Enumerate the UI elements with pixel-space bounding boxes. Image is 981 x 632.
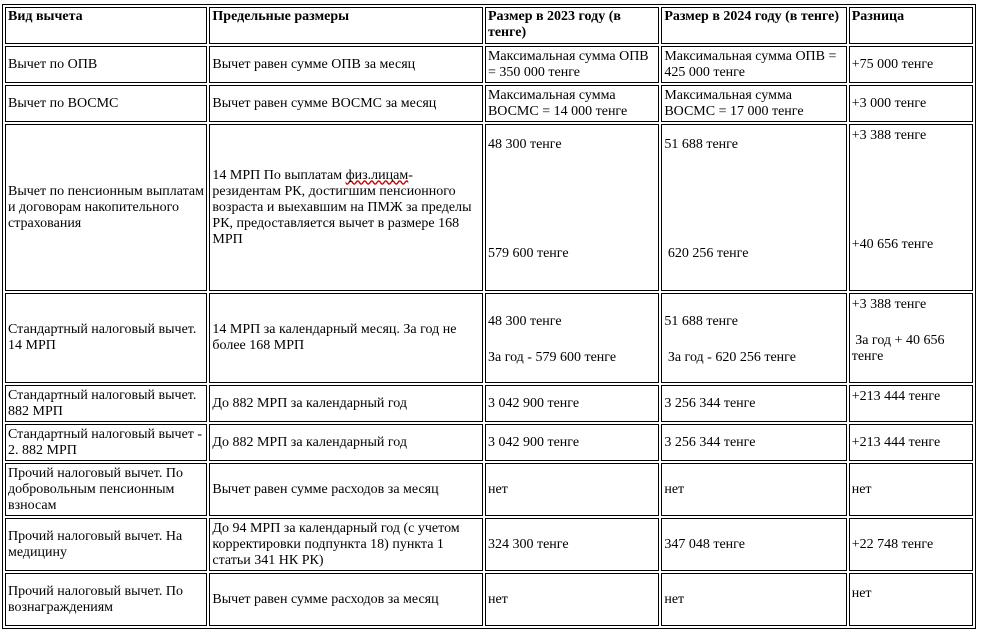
header-limits: Предельные размеры <box>209 7 483 44</box>
cell-diff <box>849 124 973 291</box>
cell-2024: Максимальная сумма ВОСМС = 17 000 тенге <box>661 85 846 122</box>
cell-diff: +22 748 тенге <box>849 518 973 571</box>
cell-type: Вычет по ОПВ <box>5 46 207 83</box>
cell-2024: нет <box>661 573 846 626</box>
cell-limit: Вычет равен сумме ОПВ за месяц <box>209 46 483 83</box>
cell-2023: нет <box>485 573 659 626</box>
deductions-table <box>2 4 976 629</box>
cell-2023: 324 300 тенге <box>485 518 659 571</box>
cell-2023 <box>485 293 659 383</box>
cell-diff: +213 444 тенге <box>849 424 973 461</box>
table-row <box>5 385 973 422</box>
cell-limit: До 882 МРП за календарный год <box>209 424 483 461</box>
cell-2023 <box>485 124 659 291</box>
table-header-row <box>5 7 973 44</box>
cell-limit: До 94 МРП за календарный год (с учетом корректировки подпункта 18) пункта 1 статьи 341 НК РК) <box>209 518 483 571</box>
table-row <box>5 463 973 516</box>
value-year: За год + 40 656 тенге <box>851 333 948 364</box>
value-month: +3 388 тенге <box>851 297 927 312</box>
table-row <box>5 424 973 461</box>
cell-type: Вычет по ВОСМС <box>5 85 207 122</box>
cell-diff: +213 444 тенге <box>849 385 973 422</box>
cell-diff: нет <box>849 463 973 516</box>
value-month: 48 300 тенге <box>487 137 562 152</box>
cell-type: Стандартный налоговый вычет. 14 МРП <box>5 293 207 383</box>
cell-type: Прочий налоговый вычет. По вознаграждениям <box>5 573 207 626</box>
table-row <box>5 293 973 383</box>
cell-2024: нет <box>661 463 846 516</box>
cell-diff <box>849 293 973 383</box>
cell-2024: 347 048 тенге <box>661 518 846 571</box>
value-year: +40 656 тенге <box>851 237 934 252</box>
header-2024: Размер в 2024 году (в тенге) <box>661 7 846 44</box>
cell-2024: Максимальная сумма ОПВ = 425 000 тенге <box>661 46 846 83</box>
header-difference: Разница <box>849 7 973 44</box>
cell-2023: 3 042 900 тенге <box>485 424 659 461</box>
cell-2023: нет <box>485 463 659 516</box>
cell-type: Вычет по пенсионным выплатам и договорам накопительного страхования <box>5 124 207 291</box>
table-row <box>5 124 973 291</box>
cell-type: Прочий налоговый вычет. На медицину <box>5 518 207 571</box>
value-year: За год - 620 256 тенге <box>664 350 796 365</box>
cell-2024: 3 256 344 тенге <box>661 424 846 461</box>
limit-text-part: 14 МРП По выплатам <box>212 167 346 183</box>
cell-type: Прочий налоговый вычет. По добровольным пенсионным взносам <box>5 463 207 516</box>
cell-limit: До 882 МРП за календарный год <box>209 385 483 422</box>
value-month: +3 388 тенге <box>851 128 927 143</box>
cell-type: Стандартный налоговый вычет - 2. 882 МРП <box>5 424 207 461</box>
cell-limit: Вычет равен сумме расходов за месяц <box>209 573 483 626</box>
table-row <box>5 573 973 626</box>
value-year: 579 600 тенге <box>487 246 569 261</box>
cell-type: Стандартный налоговый вычет. 882 МРП <box>5 385 207 422</box>
table-row <box>5 46 973 83</box>
cell-2024 <box>661 124 846 291</box>
value-month: 51 688 тенге <box>664 314 738 329</box>
cell-2023: Максимальная сумма ВОСМС = 14 000 тенге <box>485 85 659 122</box>
cell-2023: 3 042 900 тенге <box>485 385 659 422</box>
value-month: 48 300 тенге <box>487 314 562 329</box>
value-year: 620 256 тенге <box>664 246 749 261</box>
misspelled-word: физ.лицам <box>345 167 409 183</box>
cell-diff: нет <box>849 573 973 626</box>
cell-diff: +75 000 тенге <box>849 46 973 83</box>
cell-limit <box>209 124 483 291</box>
cell-diff: +3 000 тенге <box>849 85 973 122</box>
cell-2023: Максимальная сумма ОПВ = 350 000 тенге <box>485 46 659 83</box>
header-2023: Размер в 2023 году (в тенге) <box>485 7 659 44</box>
table-row <box>5 518 973 571</box>
cell-2024: 3 256 344 тенге <box>661 385 846 422</box>
limit-text-part: -резидентам РК, достигшим пенсионного возраста и выехавшим на ПМЖ за пределы РК, предоставляется вычет в размере 168 МРП <box>212 167 472 247</box>
table-row <box>5 85 973 122</box>
cell-2024 <box>661 293 846 383</box>
cell-limit: Вычет равен сумме расходов за месяц <box>209 463 483 516</box>
value-year: За год - 579 600 тенге <box>487 350 617 365</box>
value-month: 51 688 тенге <box>664 137 738 152</box>
cell-limit: Вычет равен сумме ВОСМС за месяц <box>209 85 483 122</box>
header-deduction-type: Вид вычета <box>5 7 207 44</box>
cell-limit: 14 МРП за календарный месяц. За год не более 168 МРП <box>209 293 483 383</box>
